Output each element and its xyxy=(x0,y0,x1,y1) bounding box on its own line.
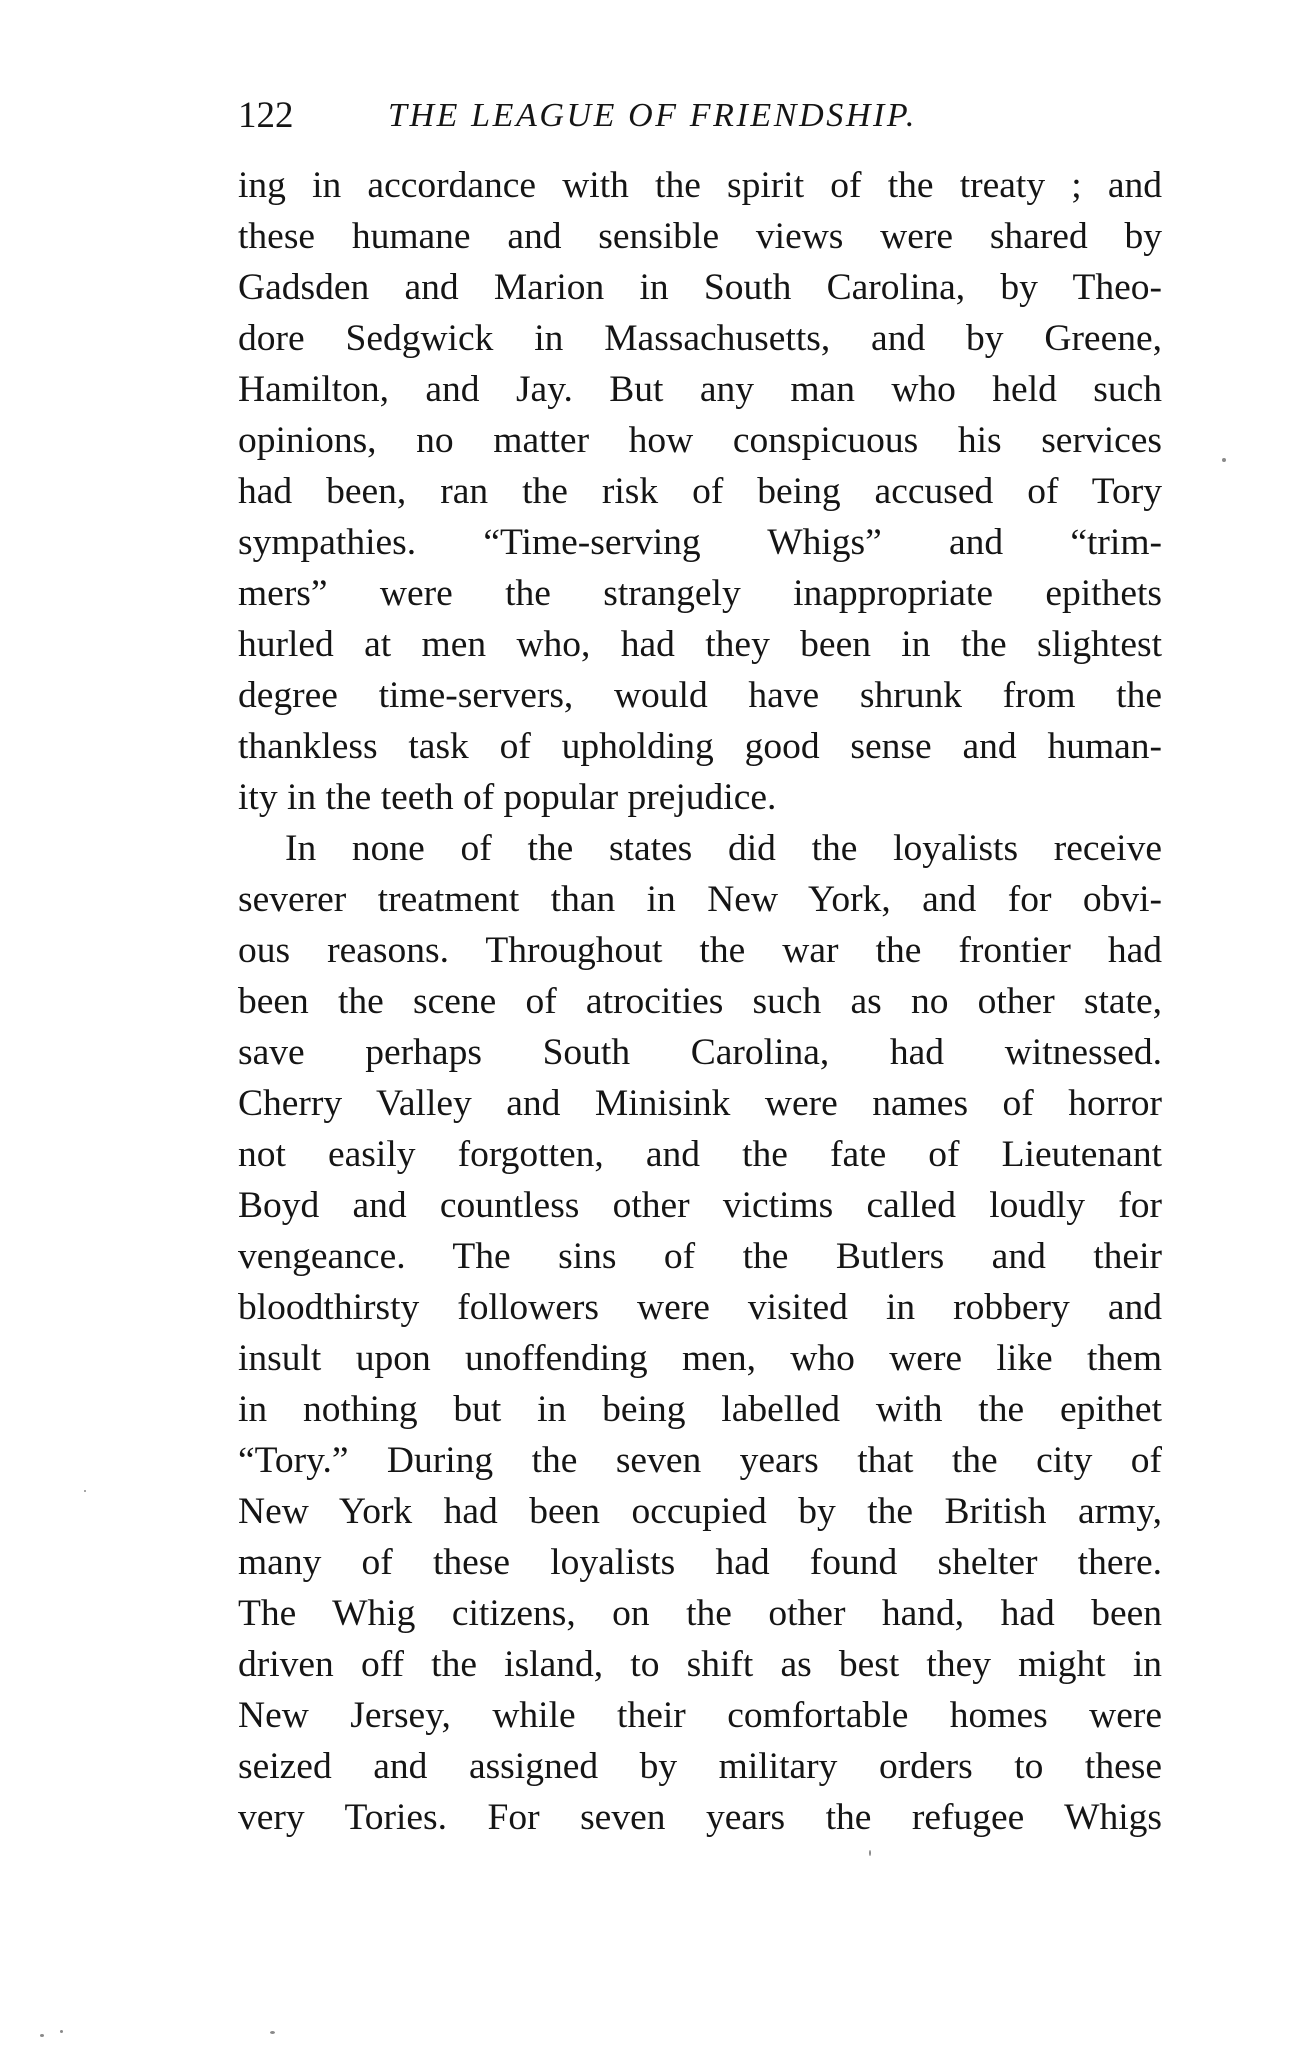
text-line: seized and assigned by military orders to these xyxy=(238,1746,1162,1787)
running-head: THE LEAGUE OF FRIENDSHIP. xyxy=(388,97,917,134)
text-line: thankless task of upholding good sense and human- xyxy=(238,726,1162,767)
body-text xyxy=(238,160,1162,1843)
text-line: hurled at men who, had they been in the slightest xyxy=(238,624,1162,665)
text-line: been the scene of atrocities such as no other state, xyxy=(238,981,1162,1022)
text-line: New York had been occupied by the British army, xyxy=(238,1491,1162,1532)
text-line: The Whig citizens, on the other hand, had been xyxy=(238,1593,1162,1634)
page-number: 122 xyxy=(238,95,294,136)
text-line: save perhaps South Carolina, had witnessed. xyxy=(238,1032,1162,1073)
text-line: Cherry Valley and Minisink were names of horror xyxy=(238,1083,1162,1124)
paper-speck xyxy=(84,1490,86,1492)
text-line: Gadsden and Marion in South Carolina, by Theo- xyxy=(238,267,1162,308)
text-line: Boyd and countless other victims called loudly for xyxy=(238,1185,1162,1226)
text-line: New Jersey, while their comfortable homes were xyxy=(238,1695,1162,1736)
text-line: very Tories. For seven years the refugee Whigs xyxy=(238,1797,1162,1838)
text-line: bloodthirsty followers were visited in robbery and xyxy=(238,1287,1162,1328)
text-line: opinions, no matter how conspicuous his services xyxy=(238,420,1162,461)
paper-speck xyxy=(40,2034,44,2037)
text-line: not easily forgotten, and the fate of Lieutenant xyxy=(238,1134,1162,1175)
paragraph-start-line: In none of the states did the loyalists receive xyxy=(285,828,1162,869)
text-line: dore Sedgwick in Massachusetts, and by Greene, xyxy=(238,318,1162,359)
text-line: vengeance. The sins of the Butlers and their xyxy=(238,1236,1162,1277)
text-line: ing in accordance with the spirit of the treaty ; and xyxy=(238,165,1162,206)
text-line: sympathies. “Time-serving Whigs” and “trim- xyxy=(238,522,1162,563)
paper-speck xyxy=(270,2031,275,2034)
text-line: severer treatment than in New York, and for obvi- xyxy=(238,879,1162,920)
text-line: “Tory.” During the seven years that the city of xyxy=(238,1440,1162,1481)
text-line: these humane and sensible views were shared by xyxy=(238,216,1162,257)
text-line: mers” were the strangely inappropriate epithets xyxy=(238,573,1162,614)
text-line: ous reasons. Throughout the war the frontier had xyxy=(238,930,1162,971)
paragraph-end-line: ity in the teeth of popular prejudice. xyxy=(238,777,777,818)
paper-speck xyxy=(869,1850,871,1856)
text-line: Hamilton, and Jay. But any man who held such xyxy=(238,369,1162,410)
paper-speck xyxy=(1222,458,1226,462)
text-line: insult upon unoffending men, who were like them xyxy=(238,1338,1162,1379)
text-line: degree time-servers, would have shrunk from the xyxy=(238,675,1162,716)
text-line: had been, ran the risk of being accused of Tory xyxy=(238,471,1162,512)
text-line: driven off the island, to shift as best they might in xyxy=(238,1644,1162,1685)
text-line: many of these loyalists had found shelter there. xyxy=(238,1542,1162,1583)
page-header xyxy=(238,88,1038,144)
text-line: in nothing but in being labelled with the epithet xyxy=(238,1389,1162,1430)
paper-speck xyxy=(60,2030,63,2033)
